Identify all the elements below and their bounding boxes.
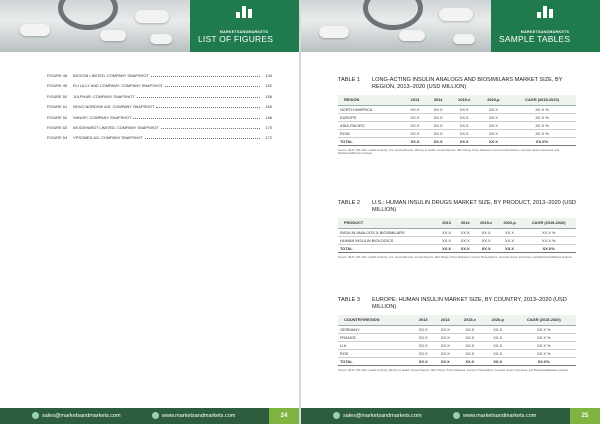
table-row (338, 333, 576, 341)
table-cell: XX.X (456, 244, 475, 252)
table-cell: GERMANY (338, 325, 412, 333)
table-cell: XX.X% (512, 357, 576, 365)
table-cell: XX.X (427, 105, 450, 113)
table-cell: XX.X (456, 228, 475, 236)
brand-panel (190, 0, 299, 52)
table-cell: XX.X (456, 236, 475, 244)
table-cell: XX.X (434, 333, 456, 341)
table-cell: XX.X (427, 137, 450, 145)
figure-number: FIGURE 53 (47, 124, 68, 130)
figure-list-item[interactable] (47, 73, 272, 83)
table-cell: XX.X (484, 341, 512, 349)
table-cell: XX.X% (521, 244, 576, 252)
table-row (338, 129, 576, 137)
leader-dots (156, 105, 260, 108)
table-row (338, 341, 576, 349)
globe-icon (152, 412, 159, 419)
table-row (338, 228, 576, 236)
column-header: CAGR (2015-2020) (512, 315, 576, 325)
table-cell: XX.X % (512, 341, 576, 349)
table-cell: XX.X (403, 113, 426, 121)
table-cell: XX.X % (512, 349, 576, 357)
table-number: TABLE 2 (338, 200, 360, 206)
table-cell: XX.X (456, 325, 484, 333)
data-table (338, 218, 576, 253)
column-header: 2020-p (498, 218, 522, 228)
table-cell: TOTAL (338, 357, 412, 365)
table-number: TABLE 1 (338, 77, 360, 83)
table-cell: XX.X (474, 244, 497, 252)
table-source-note: Source: WHO, IDF, FDA, Health Authority, U.S. Census Bureau, Ministry of Health, Annual Reports, SEC Filings, Press Releases, Investor Presentations, Journals, Expert Interviews, and MarketsandMarkets Analysis (338, 148, 560, 155)
figure-list-item[interactable] (47, 104, 272, 114)
column-header: CAGR (2015-2020) (508, 95, 576, 105)
figure-title: BIOCON LIMITED: COMPANY SNAPSHOT (73, 73, 149, 78)
table-row (338, 121, 576, 129)
table-cell: XX.X % (508, 105, 576, 113)
table-cell: XX.X (403, 105, 426, 113)
figure-list-item[interactable] (47, 125, 272, 135)
table-cell: XX.X % (521, 228, 576, 236)
figure-title: JULPHAR: COMPANY SNAPSHOT (73, 93, 135, 99)
footer-website[interactable] (152, 412, 235, 419)
leader-dots (165, 84, 260, 87)
table-cell: INSULIN ANALOGS & BIOSIMILARS (338, 228, 437, 236)
figure-number: FIGURE 49 (47, 83, 68, 89)
table-cell: XX.X % (508, 121, 576, 129)
table-heading (338, 200, 582, 214)
table-cell: XX.X (412, 357, 434, 365)
table-cell: XX.X (434, 325, 456, 333)
table-row (338, 236, 576, 244)
table-cell: XX.X (456, 333, 484, 341)
table-cell: ROE (338, 349, 412, 357)
table-cell: U.K. (338, 341, 412, 349)
table-cell: EUROPE (338, 113, 403, 121)
table-cell: XX.X (498, 228, 522, 236)
table-cell: XX.X (479, 129, 508, 137)
table-cell: TOTAL (338, 244, 437, 252)
figure-page: 152 (265, 83, 272, 89)
column-header: 2015-e (474, 218, 497, 228)
column-header: 2014 (456, 218, 475, 228)
table-cell: XX.X (479, 113, 508, 121)
table-cell: XX.X (412, 333, 434, 341)
footer-email-text: sales@marketsandmarkets.com (343, 412, 422, 419)
column-header: 2020-p (484, 315, 512, 325)
table-total-row (338, 244, 576, 252)
table-cell: NORTH AMERICA (338, 105, 403, 113)
table-title: LONG-ACTING INSULIN ANALOGS AND BIOSIMILARS MARKET SIZE, BY REGION, 2013–2020 (USD MILLION) (372, 77, 563, 90)
table-cell: XX.X % (512, 333, 576, 341)
table-total-row (338, 357, 576, 365)
figure-list-item[interactable] (47, 94, 272, 104)
table-cell: XX.X (450, 137, 479, 145)
table-cell: XX.X (403, 129, 426, 137)
table-title: U.S.: HUMAN INSULIN DRUGS MARKET SIZE, BY PRODUCT, 2013–2020 (USD MILLION) (372, 200, 577, 213)
figure-title: YPSOMED AG: COMPANY SNAPSHOT (73, 135, 143, 141)
figure-page: 170 (265, 124, 272, 130)
table-cell: XX.X (498, 244, 522, 252)
figure-title: NOVO NORDISK A/S: COMPANY SNAPSHOT (73, 104, 155, 110)
table-cell: XX.X (412, 349, 434, 357)
table-cell: XX.X (434, 357, 456, 365)
footer-email-text: sales@marketsandmarkets.com (42, 412, 121, 419)
table-cell: XX.X (427, 113, 450, 121)
figure-page: 172 (265, 135, 272, 141)
page-number: 24 (269, 408, 299, 424)
table-cell: XX.X (450, 113, 479, 121)
table-cell: XX.X (484, 357, 512, 365)
table-cell: XX.X (412, 341, 434, 349)
figure-page: 160 (265, 104, 272, 110)
column-header: 2020-p (479, 95, 508, 105)
figure-list-item[interactable] (47, 135, 272, 145)
column-header: 2015-e (450, 95, 479, 105)
table-cell: XX.X (479, 121, 508, 129)
table-cell: XX.X (484, 325, 512, 333)
table-cell: XX.X (427, 129, 450, 137)
table-cell: XX.X (456, 349, 484, 357)
footer-email[interactable] (32, 412, 121, 419)
footer-website[interactable] (453, 412, 536, 419)
brand-panel (491, 0, 600, 52)
page-footer (301, 408, 600, 424)
table-cell: XX.X (450, 129, 479, 137)
table-cell: XX.X (456, 341, 484, 349)
table-cell: XX.X (437, 244, 456, 252)
table-cell: XX.X (484, 333, 512, 341)
table-cell: XX.X (474, 236, 497, 244)
figure-list-item[interactable] (47, 115, 272, 125)
column-header: CAGR (2015-2020) (521, 218, 576, 228)
column-header: 2014 (427, 95, 450, 105)
figure-title: SANOFI: COMPANY SNAPSHOT (73, 114, 132, 120)
table-cell: ROW (338, 129, 403, 137)
table-cell: XX.X (479, 137, 508, 145)
table-heading (338, 297, 582, 311)
table-cell: XX.X (474, 228, 497, 236)
leader-dots (133, 116, 260, 119)
table-block (338, 77, 582, 155)
table-cell: XX.X (450, 105, 479, 113)
page-header (301, 0, 600, 52)
table-cell: XX.X (412, 325, 434, 333)
logo-mark-icon (537, 6, 553, 18)
table-heading (338, 77, 582, 91)
column-header: 2013 (403, 95, 426, 105)
page-title: LIST OF FIGURES (198, 34, 274, 44)
figure-number: FIGURE 54 (47, 135, 68, 141)
globe-icon (453, 412, 460, 419)
table-cell: XX.X % (512, 325, 576, 333)
table-cell: XX.X (403, 121, 426, 129)
figure-number: FIGURE 51 (47, 104, 68, 110)
page-footer (0, 408, 299, 424)
table-cell: ASIA-PACIFIC (338, 121, 403, 129)
table-cell: XX.X (450, 121, 479, 129)
table-row (338, 113, 576, 121)
left-page (0, 0, 299, 424)
figure-page: 144 (265, 73, 272, 78)
page-header (0, 0, 299, 52)
table-block (338, 297, 582, 372)
email-icon (32, 412, 39, 419)
footer-web-text: www.marketsandmarkets.com (463, 412, 537, 419)
table-source-note: Source: WHO, IDF, FDA, Health Authority, U.S. Census Bureau, Annual Reports, SEC Filings, Press Releases, Investor Presentations, Journals, Expert Interviews, and MarketsandMarkets Analysis (338, 255, 572, 259)
table-cell: FRANCE (338, 333, 412, 341)
table-row (338, 105, 576, 113)
table-cell: XX.X (484, 349, 512, 357)
leader-dots (137, 95, 260, 98)
column-header: 2015-e (456, 315, 484, 325)
table-cell: XX.X % (508, 129, 576, 137)
column-header: PRODUCT (338, 218, 437, 228)
table-cell: XX.X% (508, 137, 576, 145)
table-block (338, 200, 582, 259)
table-title: EUROPE: HUMAN INSULIN MARKET SIZE, BY COUNTRY, 2013–2020 (USD MILLION) (372, 297, 567, 310)
figure-title: WOCKHARDT LIMITED: COMPANY SNAPSHOT (73, 124, 159, 130)
column-header: 2014 (434, 315, 456, 325)
table-source-note: Source: WHO, IDF, FDA, Health Authority, Ministry of Health, Annual Reports, SEC Filings, Press Releases, Investor Presentations, Journals, Expert Interviews, and MarketsandMarkets Analysis (338, 368, 569, 372)
data-table (338, 315, 576, 366)
table-cell: XX.X (434, 349, 456, 357)
figure-number: FIGURE 48 (47, 73, 68, 78)
figure-page: 158 (265, 93, 272, 99)
table-cell: XX.X (437, 236, 456, 244)
figure-number: FIGURE 52 (47, 114, 68, 120)
brand-name: MARKETSANDMARKETS (219, 30, 269, 34)
leader-dots (145, 136, 260, 139)
column-header: 2013 (437, 218, 456, 228)
footer-web-text: www.marketsandmarkets.com (162, 412, 236, 419)
table-header-row (338, 315, 576, 325)
column-header: REGION (338, 95, 403, 105)
table-total-row (338, 137, 576, 145)
column-header: COUNTRY/REGION (338, 315, 412, 325)
table-cell: XX.X (403, 137, 426, 145)
table-cell: XX.X (498, 236, 522, 244)
logo-mark-icon (236, 6, 252, 18)
header-photo (301, 0, 491, 52)
leader-dots (161, 126, 260, 129)
brand-name: MARKETSANDMARKETS (520, 30, 570, 34)
data-table (338, 95, 576, 146)
table-cell: TOTAL (338, 137, 403, 145)
table-cell: XX.X (434, 341, 456, 349)
figure-list (47, 73, 272, 146)
table-cell: HUMAN INSULIN BIOLOGICS (338, 236, 437, 244)
table-header-row (338, 95, 576, 105)
page-title: SAMPLE TABLES (499, 34, 571, 44)
table-header-row (338, 218, 576, 228)
table-cell: XX.X (479, 105, 508, 113)
table-cell: XX.X % (508, 113, 576, 121)
table-cell: XX.X (456, 357, 484, 365)
figure-number: FIGURE 50 (47, 93, 68, 99)
table-row (338, 325, 576, 333)
header-photo (0, 0, 190, 52)
table-cell: XX.X (427, 121, 450, 129)
page-number: 25 (570, 408, 600, 424)
figure-page: 166 (265, 114, 272, 120)
leader-dots (151, 74, 260, 77)
table-row (338, 349, 576, 357)
column-header: 2013 (412, 315, 434, 325)
figure-title: ELI LILLY AND COMPANY: COMPANY SNAPSHOT (73, 83, 164, 89)
footer-email[interactable] (333, 412, 422, 419)
table-cell: XX.X % (521, 236, 576, 244)
table-number: TABLE 3 (338, 297, 360, 303)
figure-list-item[interactable] (47, 83, 272, 93)
email-icon (333, 412, 340, 419)
table-cell: XX.X (437, 228, 456, 236)
